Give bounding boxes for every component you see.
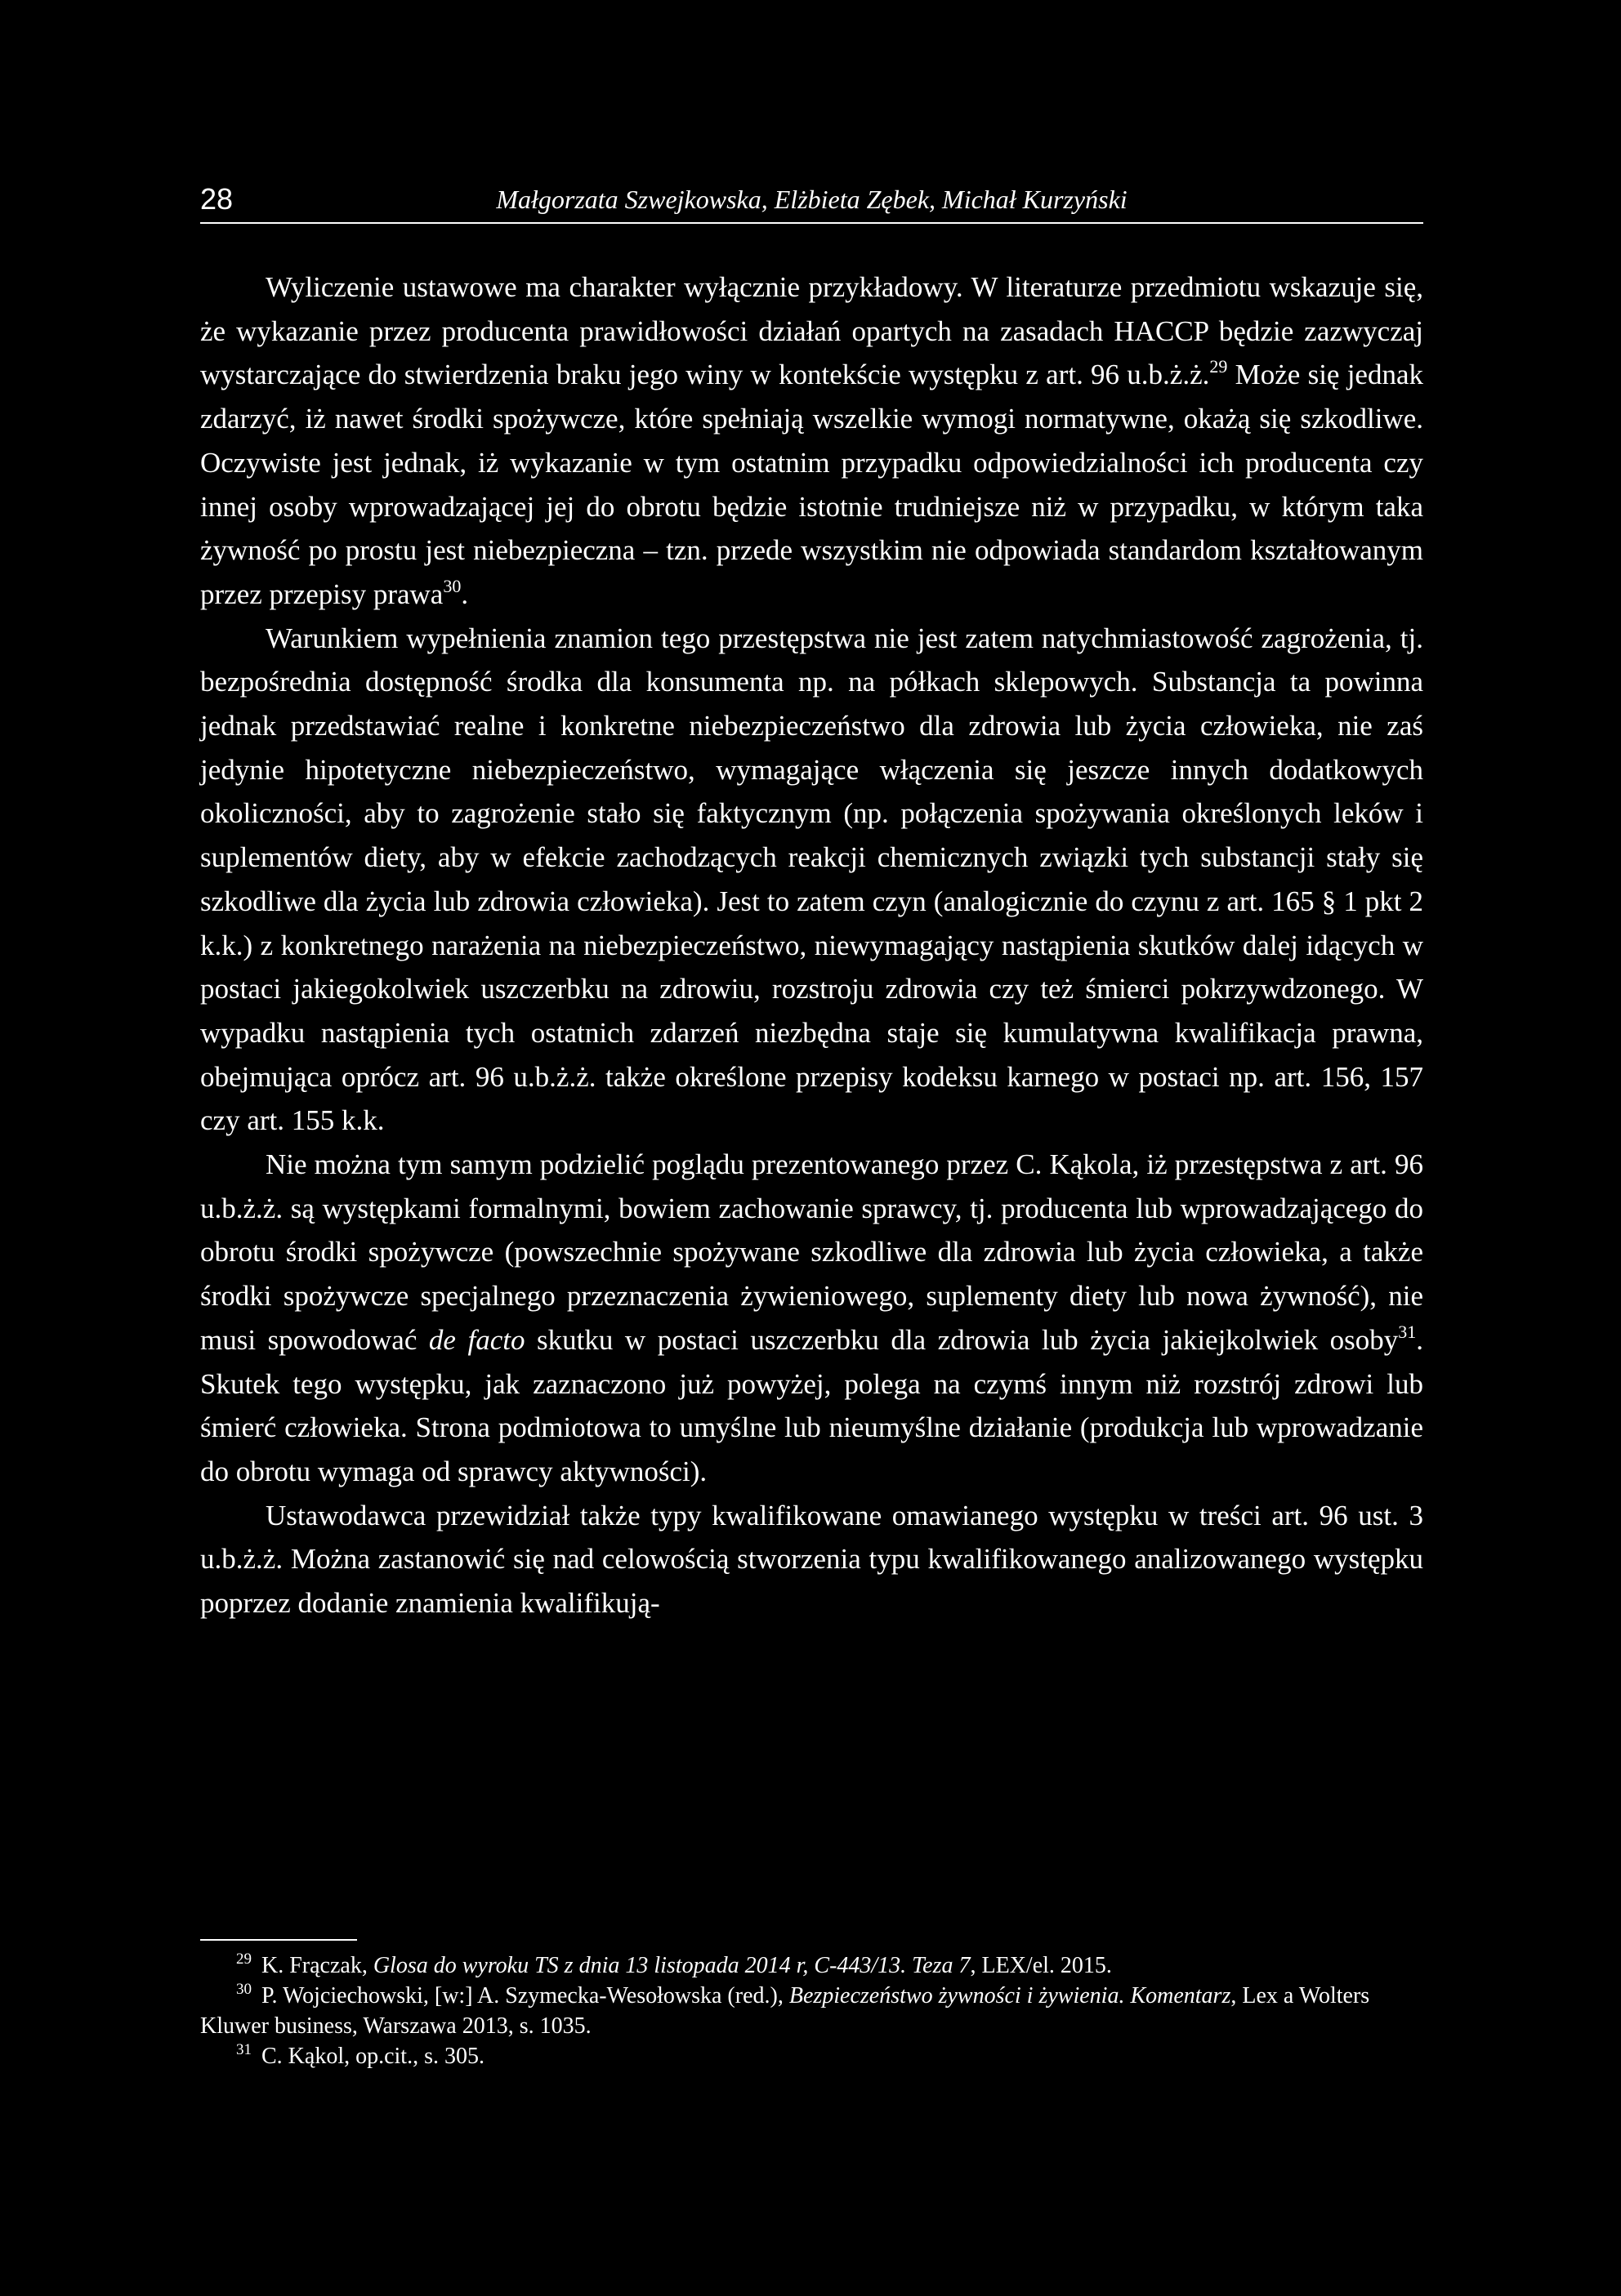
footnote-number: 30 <box>236 1981 252 1998</box>
page-number: 28 <box>200 182 234 216</box>
footnote-text-end: , Lex a Wolters Kluwer business, Warszawa 2013, s. 1035. <box>200 1983 1370 2039</box>
footnote-italic: Glosa do wyroku TS z dnia 13 listopada 2014 r, C-443/13. Teza 7 <box>373 1953 971 1978</box>
document-page <box>200 0 1423 2296</box>
footnote-text: K. Frączak, <box>261 1953 373 1978</box>
body-text <box>200 265 1423 1625</box>
footnote-number: 31 <box>236 2041 252 2058</box>
footnotes <box>200 1950 1423 2071</box>
paragraph-4: Ustawodawca przewidział także typy kwalifikowane omawianego występku w treści art. 96 ust. 3 u.b.ż.ż. Można zastanowić się nad celowością stworzenia typu kwalifikowanego analizowanego występku poprzez dodanie znamienia kwalifikują- <box>200 1499 1423 1620</box>
footnote-text-end: , LEX/el. 2015. <box>970 1953 1112 1978</box>
footnote-separator <box>200 1939 357 1941</box>
footnote-ref-31: 31 <box>1398 1321 1417 1342</box>
paragraph-3-italic: de facto <box>428 1323 525 1356</box>
paragraph-1-text-b: Może się jednak zdarzyć, iż nawet środki spożywcze, które spełniają wszelkie wymogi normatywne, okażą się szkodliwe. Oczywiste jest jednak, iż wykazanie w tym ostatnim przypadku odpowiedzialności ich producenta czy innej osoby wprowadzającej jej do obrotu będzie istotnie trudniejsze niż w przypadku, w którym taka żywność po prostu jest niebezpieczna – tzn. przede wszystkim nie odpowiada standardom kształtowanym przez przepisy prawa <box>200 359 1423 610</box>
footnote-ref-30: 30 <box>443 575 462 596</box>
footnote-31 <box>200 2041 1423 2071</box>
paragraph-1-text-c: . <box>461 577 469 610</box>
paragraph-2: Warunkiem wypełnienia znamion tego przestępstwa nie jest zatem natychmiastowość zagrożenia, tj. bezpośrednia dostępność środka dla konsumenta np. na półkach sklepowych. Substancja ta powinna jednak przedstawiać realne i konkretne niebezpieczeństwo dla zdrowia lub życia człowieka, nie zaś jedynie hipotetyczne niebezpieczeństwo, wymagające włączenia się jeszcze innych dodatkowych okoliczności, aby to zagrożenie stało się faktycznym (np. połączenia spożywania określonych leków i suplementów diety, aby w efekcie zachodzących reakcji chemicznych związki tych substancji stały się szkodliwe dla życia lub zdrowia człowieka). Jest to zatem czyn (analogicznie do czynu z art. 165 § 1 pkt 2 k.k.) z konkretnego narażenia na niebezpieczeństwo, niewymagający nastąpienia skutków dalej idących w postaci jakiegokolwiek uszczerbku na zdrowiu, rozstroju zdrowia czy też śmierci pokrzywdzonego. W wypadku nastąpienia tych ostatnich zdarzeń niezbędna staje się kumulatywna kwalifikacja prawna, obejmująca oprócz art. 96 u.b.ż.ż. także określone przepisy kodeksu karnego w postaci np. art. 156, 157 czy art. 155 k.k. <box>200 622 1423 1137</box>
footnote-ref-29: 29 <box>1209 356 1228 377</box>
paragraph-1 <box>200 265 1423 617</box>
footnote-29 <box>200 1950 1423 1981</box>
paragraph-3 <box>200 1143 1423 1494</box>
footnote-number: 29 <box>236 1950 252 1968</box>
running-header <box>200 181 1423 224</box>
paragraph-3-text-c: . Skutek tego występku, jak zaznaczono już powyżej, polega na czymś innym niż rozstrój zdrowi lub śmierć człowieka. Strona podmiotowa to umyślne lub nieumyślne działanie (produkcja lub wprowadzanie do obrotu wymaga od sprawcy aktywności). <box>200 1323 1423 1487</box>
footnote-30 <box>200 1981 1423 2041</box>
running-header-authors: Małgorzata Szwejkowska, Elżbieta Zębek, Michał Kurzyński <box>496 185 1128 214</box>
paragraph-3-text-b: skutku w postaci uszczerbku dla zdrowia lub życia jakiejkolwiek osoby <box>525 1323 1399 1356</box>
footnote-text: P. Wojciechowski, [w:] A. Szymecka-Wesołowska (red.), <box>261 1983 789 2008</box>
paragraph-3-text-a: Nie można tym samym podzielić poglądu prezentowanego przez C. Kąkola, iż przestępstwa z art. 96 u.b.ż.ż. są występkami formalnymi, bowiem zachowanie sprawcy, tj. producenta lub wprowadzającego do obrotu środki spożywcze (powszechnie spożywane szkodliwe dla zdrowia lub życia człowieka, a także środki spożywcze specjalnego przeznaczenia żywieniowego, suplementy diety lub nowa żywność), nie musi spowodować <box>200 1148 1423 1356</box>
footnote-text: C. Kąkol, op.cit., s. 305. <box>261 2044 485 2069</box>
paragraph-1-text-a: Wyliczenie ustawowe ma charakter wyłącznie przykładowy. W literaturze przedmiotu wskazuje się, że wykazanie przez producenta prawidłowości działań opartych na zasadach HACCP będzie zazwyczaj wystarczające do stwierdzenia braku jego winy w kontekście występku z art. 96 u.b.ż.ż. <box>200 271 1423 391</box>
footnote-italic: Bezpieczeństwo żywności i żywienia. Komentarz <box>788 1983 1231 2008</box>
